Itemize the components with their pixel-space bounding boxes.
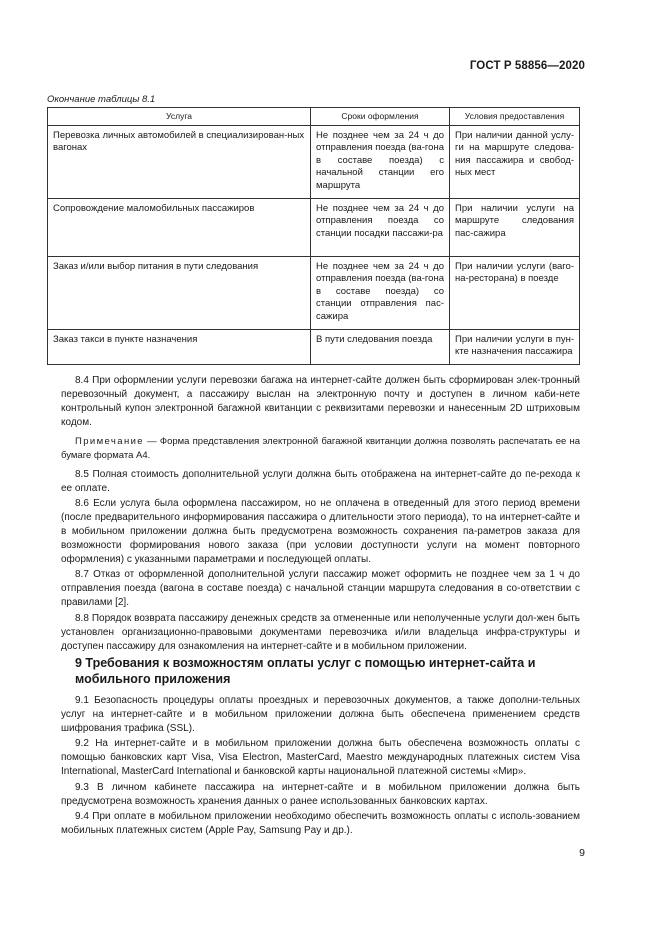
column-header-condition: Условия предоставления: [450, 108, 580, 126]
table-row: [48, 329, 580, 364]
section-9-heading: 9 Требования к возможностям оплаты услуг с помощью интернет-сайта и мобильного приложения: [75, 656, 536, 686]
note: [61, 435, 580, 463]
paragraph-8-7: 8.7 Отказ от оформленной дополнительной услуги пассажир может оформить не позднее чем за 1 ч до отправления поезда (вагона в составе поезда) с начальной станции маршрута следования в со-ответствии с правилами [2].: [61, 569, 580, 609]
table-row: [48, 256, 580, 329]
column-header-deadline: Сроки оформления: [311, 108, 450, 126]
page-number: 9: [579, 847, 585, 859]
paragraph-9-4: 9.4 При оплате в мобильном приложении необходимо обеспечить возможность оплаты с исполь-зованием мобильных платежных систем (Apple Pay, Samsung Pay и др.).: [61, 810, 580, 836]
cell-deadline: Не позднее чем за 24 ч до отправления поезда со станции посадки пассажи-ра: [311, 198, 450, 256]
paragraph-9-3: 9.3 В личном кабинете пассажира на интернет-сайте и в мобильном приложении должна быть предусмотрена возможность хранения данных о ранее использованных банковских картах.: [61, 781, 580, 807]
document-code: ГОСТ Р 58856—2020: [469, 60, 585, 72]
paragraph-9-1: 9.1 Безопасность процедуры оплаты проездных и перевозочных документов, а также дополни-тельных услуг на интернет-сайте и в мобильном приложении должна быть обеспечена применением средств шифрования трафика (SSL).: [61, 695, 580, 735]
paragraph-8-4: 8.4 При оформлении услуги перевозки багажа на интернет-сайте должен быть сформирован элек-тронный перевозочный документ, а пассажиру выслан на электронную почту и доступен в личном каби-нете контрольный купон электронной багажной квитанции с реквизитами перевозки и нанесенным 2D штриховым кодом.: [61, 375, 580, 429]
note-text: — Форма представления электронной багажной квитанции должна позволять распечатать ее на бумаге формата А4.: [61, 436, 580, 462]
cell-service: Заказ и/или выбор питания в пути следования: [48, 256, 311, 329]
paragraph-9-2: 9.2 На интернет-сайте и в мобильном приложении должна быть обеспечена возможность оплаты с помощью банковских карт Visa, Visa Electron, MasterCard, Maestro международных платежных систем Visa International, MasterCard International и банковской карты национальной платежной системы «Мир».: [61, 738, 580, 778]
table-row: [48, 198, 580, 256]
table-caption: Окончание таблицы 8.1: [47, 94, 156, 105]
cell-condition: При наличии услуги (ваго-на-ресторана) в поезде: [450, 256, 580, 329]
table-header-row: [48, 108, 580, 126]
cell-service: Заказ такси в пункте назначения: [48, 329, 311, 364]
cell-condition: При наличии данной услу-ги на маршруте следова-ния пассажира и свобод-ных мест: [450, 125, 580, 198]
paragraph-8-5: 8.5 Полная стоимость дополнительной услуги должна быть отображена на интернет-сайте до пе-рехода к ее оплате.: [61, 468, 580, 494]
cell-service: Перевозка личных автомобилей в специализирован-ных вагонах: [48, 125, 311, 198]
cell-condition: При наличии услуги в пун-кте назначения пассажира: [450, 329, 580, 364]
note-label: Примечание: [75, 436, 144, 448]
table-row: [48, 125, 580, 198]
section-8-text: [61, 374, 580, 655]
cell-condition: При наличии услуги на маршруте следования пас-сажира: [450, 198, 580, 256]
cell-deadline: Не позднее чем за 24 ч до отправления поезда (ва-гона в составе поезда) с начальной станции его маршрута: [311, 125, 450, 198]
paragraph-8-6: 8.6 Если услуга была оформлена пассажиром, но не оплачена в отведенный для этого период времени (после предварительного информирования пассажира о длительности этого периода), то на интернет-сайте и в мобильном приложении должна быть предусмотрена возможность сохранения па-раметров заказа для возможности формирования нового заказа (при условии доступности услуги на момент повторного оформления) с указанными параметрами и последующей оплаты.: [61, 497, 580, 566]
cell-service: Сопровождение маломобильных пассажиров: [48, 198, 311, 256]
paragraph-8-8: 8.8 Порядок возврата пассажиру денежных средств за отмененные или неполученные услуги дол-жен быть установлен организационно-правовыми документами перевозчика и/или владельца инфра-структуры и доступен пассажиру для ознакомления на интернет-сайте и в мобильном приложении.: [61, 612, 580, 652]
column-header-service: Услуга: [48, 108, 311, 126]
cell-deadline: Не позднее чем за 24 ч до отправления поезда (ва-гона в составе поезда) со станции отправления пас-сажира: [311, 256, 450, 329]
services-table: [47, 107, 580, 365]
cell-deadline: В пути следования поезда: [311, 329, 450, 364]
section-9-text: [61, 694, 580, 839]
